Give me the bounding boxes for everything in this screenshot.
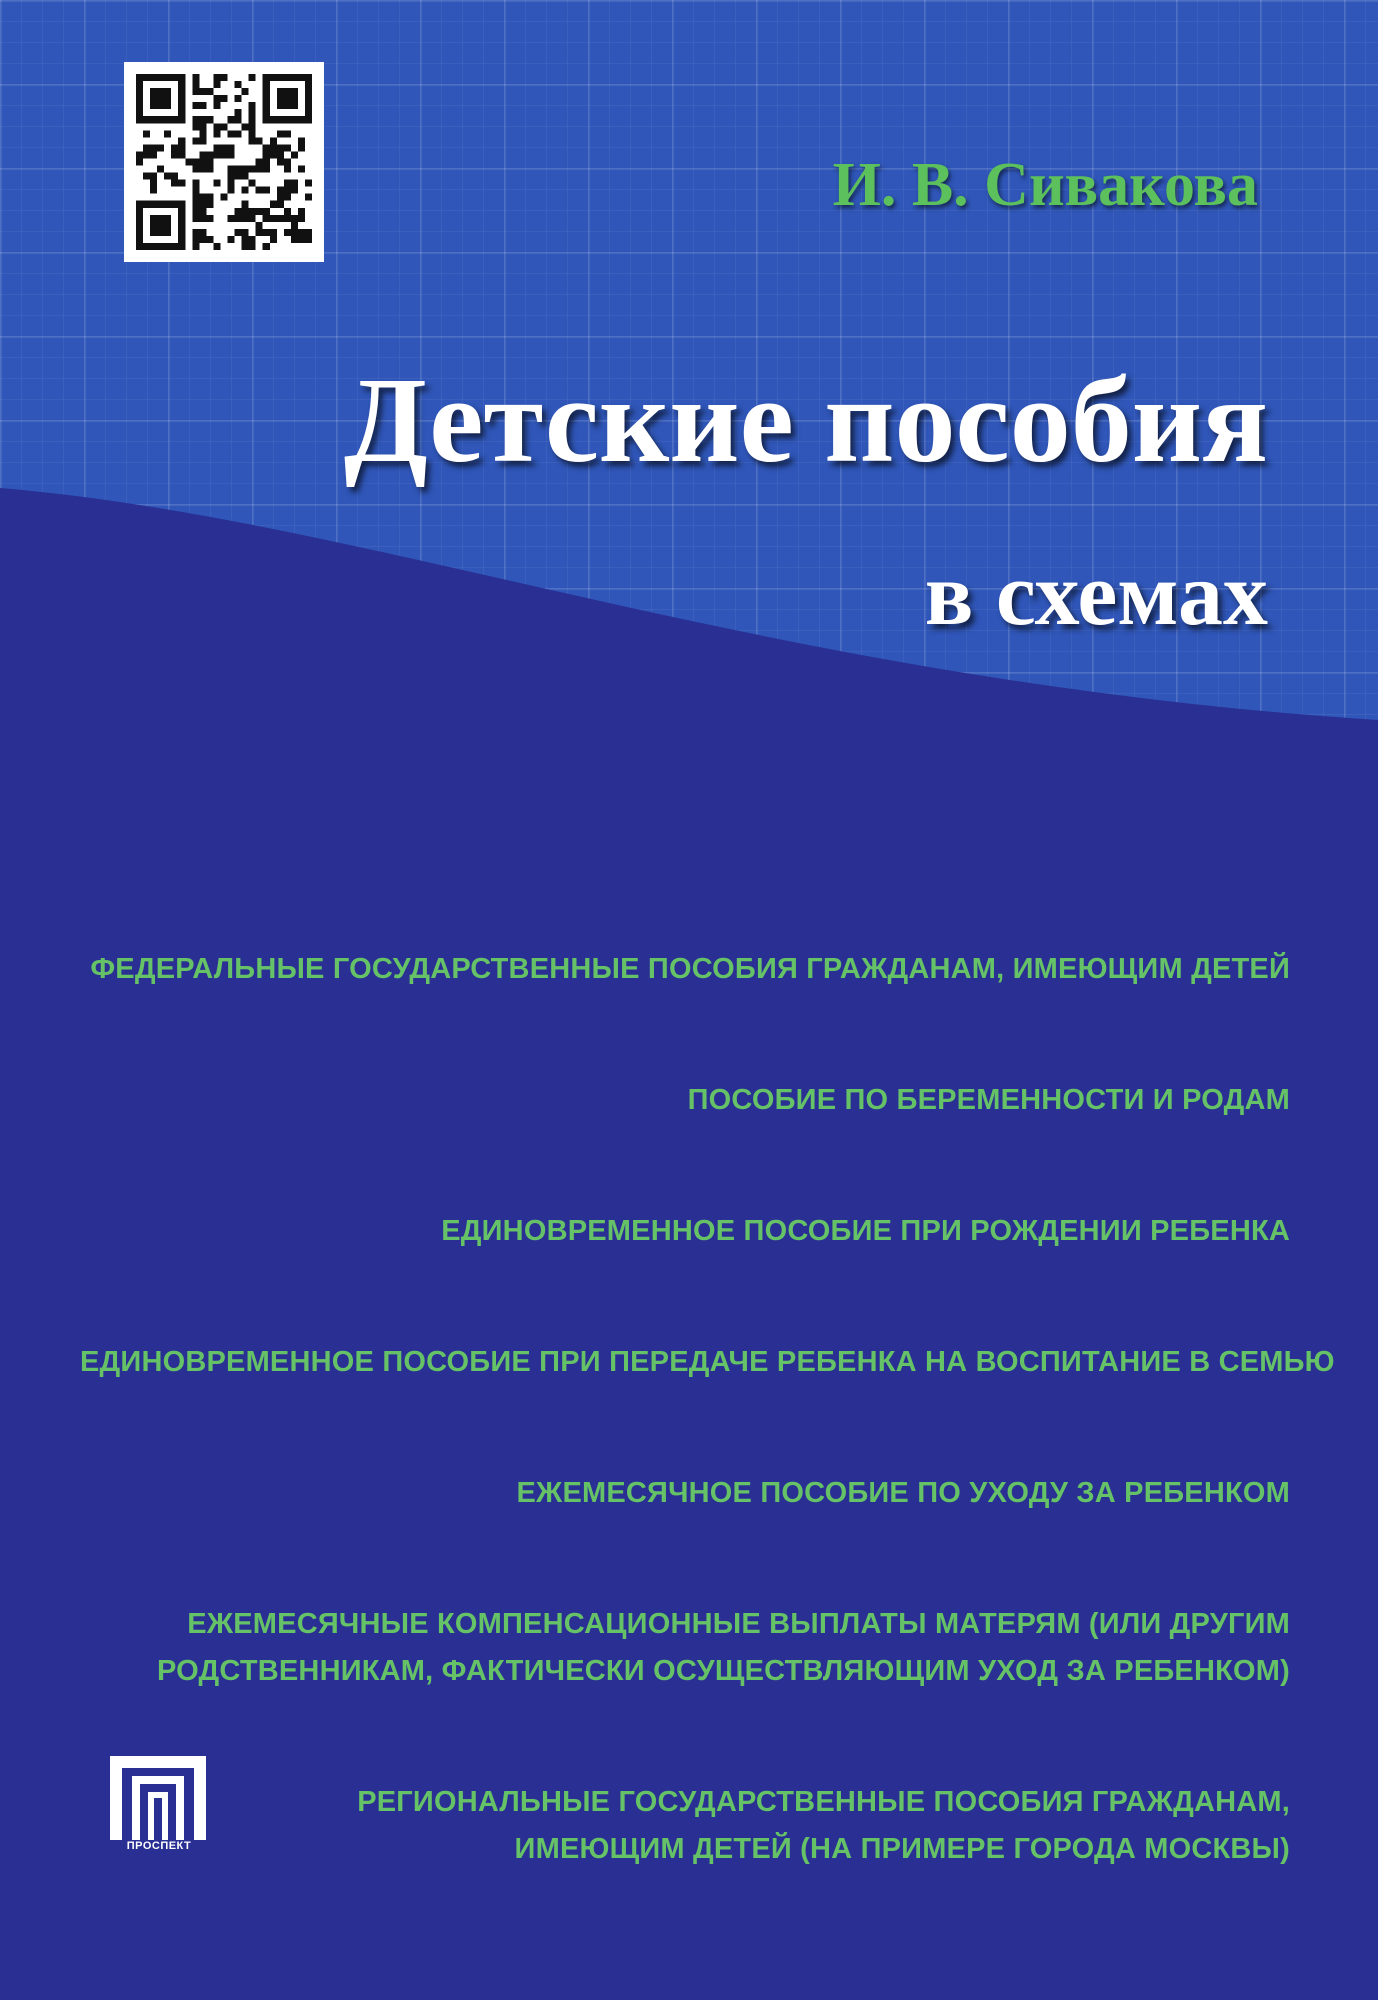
topic-line: ЕЖЕМЕСЯЧНЫЕ КОМПЕНСАЦИОННЫЕ ВЫПЛАТЫ МАТЕРЯМ (ИЛИ ДРУГИМ — [187, 1608, 1290, 1640]
topic-item — [80, 946, 1290, 993]
author-name: И. В. Сивакова — [832, 151, 1258, 219]
topic-line: РЕГИОНАЛЬНЫЕ ГОСУДАРСТВЕННЫЕ ПОСОБИЯ ГРАЖДАНАМ, — [357, 1786, 1290, 1818]
qr-code-pattern — [136, 74, 312, 250]
publisher-logo-mark — [110, 1756, 206, 1840]
topic-line: ЕДИНОВРЕМЕННОЕ ПОСОБИЕ ПРИ РОЖДЕНИИ РЕБЕНКА — [441, 1215, 1290, 1247]
topic-line: ЕДИНОВРЕМЕННОЕ ПОСОБИЕ ПРИ ПЕРЕДАЧЕ РЕБЕНКА НА ВОСПИТАНИЕ В СЕМЬЮ — [80, 1346, 1335, 1378]
topics-list — [80, 946, 1335, 1957]
qr-code-icon[interactable] — [124, 62, 324, 262]
topic-line: ИМЕЮЩИМ ДЕТЕЙ (НА ПРИМЕРЕ ГОРОДА МОСКВЫ) — [514, 1833, 1290, 1865]
topic-item — [80, 1601, 1290, 1695]
publisher-name: ПРОСПЕКТ — [126, 1840, 192, 1852]
topic-line: РОДСТВЕННИКАМ, ФАКТИЧЕСКИ ОСУЩЕСТВЛЯЮЩИМ УХОД ЗА РЕБЕНКОМ) — [157, 1655, 1290, 1687]
book-title: Детские пособия — [343, 353, 1268, 488]
book-subtitle: в схемах — [924, 545, 1268, 644]
topic-item — [80, 1339, 1335, 1386]
topic-line: ПОСОБИЕ ПО БЕРЕМЕННОСТИ И РОДАМ — [687, 1084, 1290, 1116]
topic-item — [80, 1077, 1290, 1124]
topic-line: ЕЖЕМЕСЯЧНОЕ ПОСОБИЕ ПО УХОДУ ЗА РЕБЕНКОМ — [516, 1477, 1290, 1509]
topic-item — [80, 1470, 1290, 1517]
topic-item — [80, 1208, 1290, 1255]
topic-item — [80, 1779, 1290, 1873]
topic-line: ФЕДЕРАЛЬНЫЕ ГОСУДАРСТВЕННЫЕ ПОСОБИЯ ГРАЖДАНАМ, ИМЕЮЩИМ ДЕТЕЙ — [90, 953, 1290, 985]
